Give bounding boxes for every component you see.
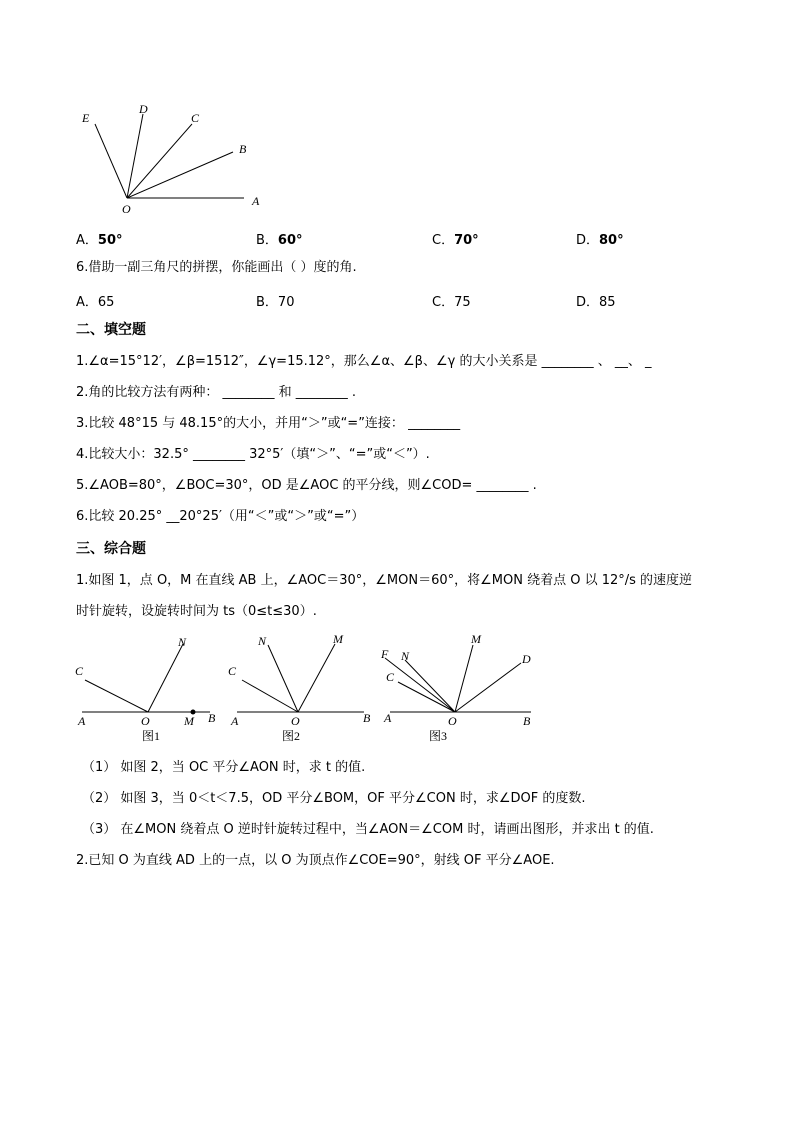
fig1-label-N: N: [178, 635, 187, 649]
fig3-label-F: F: [381, 647, 389, 661]
fig2-label-A: A: [231, 714, 239, 728]
q5-option-d: D．80°: [576, 233, 624, 248]
fig3-caption: 图3: [429, 729, 448, 743]
label-D: D: [139, 102, 148, 116]
q6-option-b: B．70: [256, 295, 295, 310]
fig3-label-A: A: [384, 711, 392, 725]
fig2-label-O: O: [291, 714, 300, 728]
q6-option-a: A．65: [76, 295, 115, 310]
fig3-label-B: B: [523, 714, 531, 728]
fig1-label-C: C: [75, 664, 84, 678]
fig1-caption: 图1: [142, 729, 161, 743]
fig2-caption: 图2: [282, 729, 301, 743]
section3-sub3: （3） 在∠MON 绕着点 O 逆时针旋转过程中，当∠AON＝∠COM 时，请画出图形，并求出 t 的值.: [82, 822, 654, 837]
q5-option-b: B．60°: [256, 233, 303, 248]
fig2-label-N: N: [258, 634, 267, 648]
label-C: C: [191, 111, 200, 125]
fig3-label-C: C: [386, 670, 395, 684]
figure-2: [225, 630, 385, 745]
fig2-label-B: B: [363, 711, 371, 725]
label-E: E: [82, 111, 90, 125]
angle-rays-figure: [70, 95, 270, 220]
label-O: O: [122, 202, 131, 216]
label-B: B: [239, 142, 247, 156]
q6-option-d: D．85: [576, 295, 616, 310]
fig3-label-M: M: [471, 632, 481, 646]
section2-q5: 5.∠AOB=80°，∠BOC=30°，OD 是∠AOC 的平分线，则∠COD= ________ .: [76, 478, 537, 493]
q6-text: 6.借助一副三角尺的拼摆，你能画出（ ）度的角.: [76, 260, 357, 275]
section2-q2: 2.角的比较方法有两种： ________ 和 ________ .: [76, 385, 357, 400]
fig1-label-B: B: [208, 711, 216, 725]
label-A: A: [252, 194, 260, 208]
fig1-label-O: O: [141, 714, 150, 728]
fig1-label-M: M: [184, 714, 194, 728]
q6-option-c: C．75: [432, 295, 471, 310]
fig3-label-D: D: [522, 652, 531, 666]
fig3-label-N: N: [401, 649, 410, 663]
fig3-label-O: O: [448, 714, 457, 728]
section2-title: 二、填空题: [76, 322, 146, 338]
section3-q2: 2.已知 O 为直线 AD 上的一点，以 O 为顶点作∠COE=90°，射线 OF 平分∠AOE.: [76, 853, 555, 868]
section3-q1-line2: 时针旋转，设旋转时间为 ts（0≤t≤30）.: [76, 604, 317, 619]
section3-sub2: （2） 如图 3，当 0＜t＜7.5，OD 平分∠BOM，OF 平分∠CON 时，求∠DOF 的度数.: [82, 791, 586, 806]
figure-1: [70, 630, 230, 745]
fig1-label-A: A: [78, 714, 86, 728]
q5-option-a: A．50°: [76, 233, 123, 248]
fig2-label-M: M: [333, 632, 343, 646]
q5-option-c: C．70°: [432, 233, 479, 248]
section2-q1: 1.∠α=15°12′，∠β=1512″，∠γ=15.12°，那么∠α、∠β、∠γ 的大小关系是 ________ 、 __、 _: [76, 354, 652, 369]
section3-title: 三、综合题: [76, 541, 146, 557]
section3-q1-line1: 1.如图 1，点 O，M 在直线 AB 上，∠AOC＝30°，∠MON＝60°，将∠MON 绕着点 O 以 12°/s 的速度逆: [76, 573, 693, 588]
figure-3: [378, 630, 548, 745]
section2-q3: 3.比较 48°15 与 48.15°的大小，并用“＞”或“=”连接： ________: [76, 416, 461, 431]
section2-q4: 4.比较大小：32.5° ________ 32°5′（填“＞”、“=”或“＜”）.: [76, 447, 430, 462]
fig2-label-C: C: [228, 664, 237, 678]
section2-q6: 6.比较 20.25° __20°25′（用“＜”或“＞”或“=”）: [76, 509, 365, 524]
section3-sub1: （1） 如图 2，当 OC 平分∠AON 时，求 t 的值.: [82, 760, 366, 775]
